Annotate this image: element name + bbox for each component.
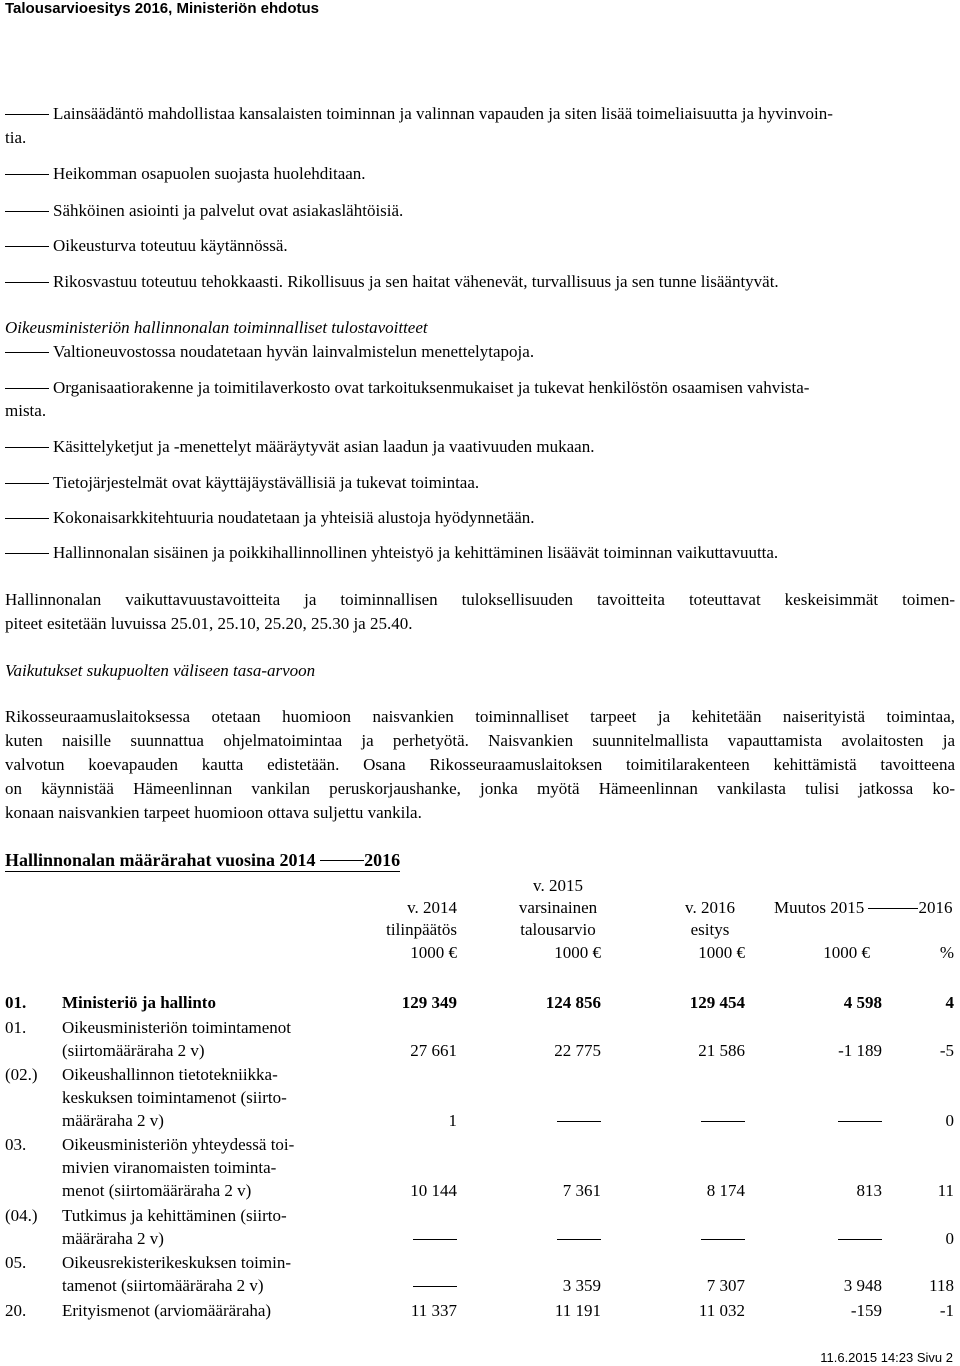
dash-icon (5, 518, 49, 519)
cell-2014: 27 661 (410, 1041, 457, 1060)
cell-2016-empty (701, 1111, 745, 1131)
cell-2015: 124 856 (545, 993, 601, 1012)
goal-item-2: Heikomman osapuolen suojasta huolehditaan. (5, 164, 366, 184)
dash-icon (5, 352, 49, 353)
cell-2016: 129 454 (689, 993, 745, 1012)
row-number: 05. (5, 1253, 27, 1272)
row-label: Oikeusministeriön yhteydessä toi- (62, 1135, 295, 1154)
row-label-cont: määräraha 2 v) (62, 1111, 164, 1130)
cell-2016: 7 307 (706, 1276, 745, 1295)
goal2-item-2-cont: mista. (5, 401, 47, 420)
cell-change: 4 598 (843, 993, 882, 1012)
gender-para-line: on käynnistää Hämeenlinnan vankilan peruskorjaushanke, jonka myötä Hämeenlinnan vankilasta tulisi jatkossa ko- (5, 779, 955, 798)
cell-2014-empty (413, 1276, 457, 1296)
row-label: Ministeriö ja hallinto (62, 993, 216, 1012)
goal2-item-3: Käsittelyketjut ja -menettelyt määräytyvät asian laadun ja vaativuuden mukaan. (5, 437, 594, 457)
cell-change-empty (838, 1229, 882, 1249)
page-footer: 11.6.2015 14:23 Sivu 2 (820, 1350, 953, 1365)
row-label: Oikeusministeriön toimintamenot (62, 1018, 292, 1037)
row-label: Oikeushallinnon tietotekniikka- (62, 1065, 278, 1084)
col-header-change-pct: % (939, 943, 954, 962)
goal-item-1-cont: tia. (5, 128, 27, 147)
col-header-change-unit: 1000 € (823, 943, 870, 962)
cell-2016-empty (701, 1229, 745, 1249)
row-number: (02.) (5, 1065, 38, 1084)
dash-icon (5, 553, 49, 554)
goal-item-5: Rikosvastuu toteutuu tehokkaasti. Rikollisuus ja sen haitat vähenevät, turvallisuus ja sen tunne lisääntyvät. (5, 272, 779, 292)
cell-2015: 7 361 (562, 1181, 601, 1200)
cell-2016: 11 032 (698, 1301, 745, 1320)
cell-pct: 0 (945, 1111, 954, 1130)
dash-icon (838, 1121, 882, 1122)
cell-change: -1 189 (838, 1041, 882, 1060)
dash-icon (5, 388, 49, 389)
col-header-2016-unit: 1000 € (698, 943, 745, 962)
row-number: 03. (5, 1135, 27, 1154)
row-number: (04.) (5, 1206, 38, 1225)
col-header-2014-unit: 1000 € (410, 943, 457, 962)
col-header-2016-l2: esitys (690, 920, 730, 939)
row-label-cont: menot (siirtomääräraha 2 v) (62, 1181, 252, 1200)
dash-icon (701, 1121, 745, 1122)
cell-change: -159 (850, 1301, 882, 1320)
cell-pct: 118 (929, 1276, 954, 1295)
gender-para-line: konaan naisvankien tarpeet huomioon ottava suljettu vankila. (5, 803, 422, 822)
cell-2015-empty (557, 1229, 601, 1249)
cell-2015: 3 359 (562, 1276, 601, 1295)
document-header: Talousarvioesitys 2016, Ministeriön ehdotus (5, 0, 319, 17)
goal-item-3: Sähköinen asiointi ja palvelut ovat asiakaslähtöisiä. (5, 201, 403, 221)
row-label-cont: tamenot (siirtomääräraha 2 v) (62, 1276, 264, 1295)
col-header-2014-l1: v. 2014 (407, 898, 457, 917)
dash-icon (5, 282, 49, 283)
cell-change: 813 (856, 1181, 882, 1200)
section-heading-gender: Vaikutukset sukupuolten väliseen tasa-arvoon (5, 661, 316, 680)
col-header-change: Muutos 2015 2016 (774, 898, 953, 917)
dash-icon (5, 447, 49, 448)
row-label-cont: määräraha 2 v) (62, 1229, 164, 1248)
cell-pct: 4 (945, 993, 954, 1012)
cell-2014: 1 (448, 1111, 457, 1130)
dash-icon (413, 1239, 457, 1240)
dash-icon (838, 1239, 882, 1240)
cell-pct: 0 (945, 1229, 954, 1248)
goal2-item-5: Kokonaisarkkitehtuuria noudatetaan ja yhteisiä alustoja hyödynnetään. (5, 508, 535, 528)
cell-2014-empty (413, 1229, 457, 1249)
dash-icon (5, 483, 49, 484)
cell-pct: 11 (937, 1181, 954, 1200)
cell-2014: 10 144 (410, 1181, 457, 1200)
col-header-2016-l1: v. 2016 (685, 898, 735, 917)
gender-para-line: valvotun koevapauden kautta edistetään. Osana Rikosseuraamuslaitoksen toimitilarakenteen kehittämistä tavoitteena (5, 755, 955, 774)
dash-icon (5, 211, 49, 212)
paragraph-measures: Hallinnonalan vaikuttavuustavoitteita ja toiminnallisen tuloksellisuuden tavoitteita toteuttavat keskeisimmät toimen- (5, 590, 955, 609)
row-number: 20. (5, 1301, 27, 1320)
dash-icon (320, 860, 364, 861)
dash-icon (557, 1239, 601, 1240)
cell-pct: -5 (939, 1041, 954, 1060)
row-label: Oikeusrekisterikeskuksen toimin- (62, 1253, 291, 1272)
col-header-2015-unit: 1000 € (554, 943, 601, 962)
goal-item-4: Oikeusturva toteutuu käytännössä. (5, 236, 288, 256)
cell-change: 3 948 (843, 1276, 882, 1295)
gender-para-line: kuten naisille suunnattua ohjelmatoimintaa ja perhetyötä. Naisvankien suunnitelmallista vapauttamista avolaitosten ja (5, 731, 955, 750)
row-label-cont: keskuksen toimintamenot (siirto- (62, 1088, 287, 1107)
goal2-item-6: Hallinnonalan sisäinen ja poikkihallinnollinen yhteistyö ja kehittäminen lisäävät toiminnan vaikuttavuutta. (5, 543, 778, 563)
col-header-2015-l0: v. 2015 (533, 876, 583, 895)
row-number: 01. (5, 1018, 27, 1037)
table-title: Hallinnonalan määrärahat vuosina 2014 2016 (5, 850, 401, 870)
dash-icon (5, 114, 49, 115)
dash-icon (5, 174, 49, 175)
cell-2015-empty (557, 1111, 601, 1131)
cell-pct: -1 (939, 1301, 954, 1320)
row-number: 01. (5, 993, 27, 1012)
row-label-cont: mivien viranomaisten toiminta- (62, 1158, 277, 1177)
cell-change-empty (838, 1111, 882, 1131)
gender-para-line: Rikosseuraamuslaitoksessa otetaan huomioon naisvankien toiminnalliset tarpeet ja kehitetään naiserityistä toimintaa, (5, 707, 955, 726)
dash-icon (701, 1239, 745, 1240)
col-header-2015-l1: varsinainen (518, 898, 598, 917)
cell-2014: 129 349 (401, 993, 457, 1012)
cell-2015: 11 191 (554, 1301, 601, 1320)
cell-2016: 21 586 (698, 1041, 745, 1060)
goal2-item-1: Valtioneuvostossa noudatetaan hyvän lainvalmistelun menettelytapoja. (5, 342, 534, 362)
col-header-2015-l2: talousarvio (520, 920, 596, 939)
dash-icon (868, 908, 918, 909)
dash-icon (5, 246, 49, 247)
dash-icon (413, 1286, 457, 1287)
goal-item-1: Lainsäädäntö mahdollistaa kansalaisten toiminnan ja valinnan vapauden ja siten lisää toimeliaisuutta ja hyvinvoin- (5, 104, 833, 124)
goal2-item-4: Tietojärjestelmät ovat käyttäjäystävällisiä ja tukevat toimintaa. (5, 473, 479, 493)
goal2-item-2: Organisaatiorakenne ja toimitilaverkosto ovat tarkoituksenmukaiset ja tukevat henkilöstön osaamisen vahvista- (5, 378, 955, 398)
row-label-cont: (siirtomääräraha 2 v) (62, 1041, 205, 1060)
cell-2016: 8 174 (706, 1181, 745, 1200)
row-label: Erityismenot (arviomääräraha) (62, 1301, 272, 1320)
paragraph-measures-cont: piteet esitetään luvuissa 25.01, 25.10, 25.20, 25.30 ja 25.40. (5, 614, 413, 633)
cell-2015: 22 775 (554, 1041, 601, 1060)
row-label: Tutkimus ja kehittäminen (siirto- (62, 1206, 287, 1225)
dash-icon (557, 1121, 601, 1122)
section-heading-goals: Oikeusministeriön hallinnonalan toiminnalliset tulostavoitteet (5, 318, 428, 337)
col-header-2014-l2: tilinpäätös (386, 920, 457, 939)
cell-2014: 11 337 (410, 1301, 457, 1320)
